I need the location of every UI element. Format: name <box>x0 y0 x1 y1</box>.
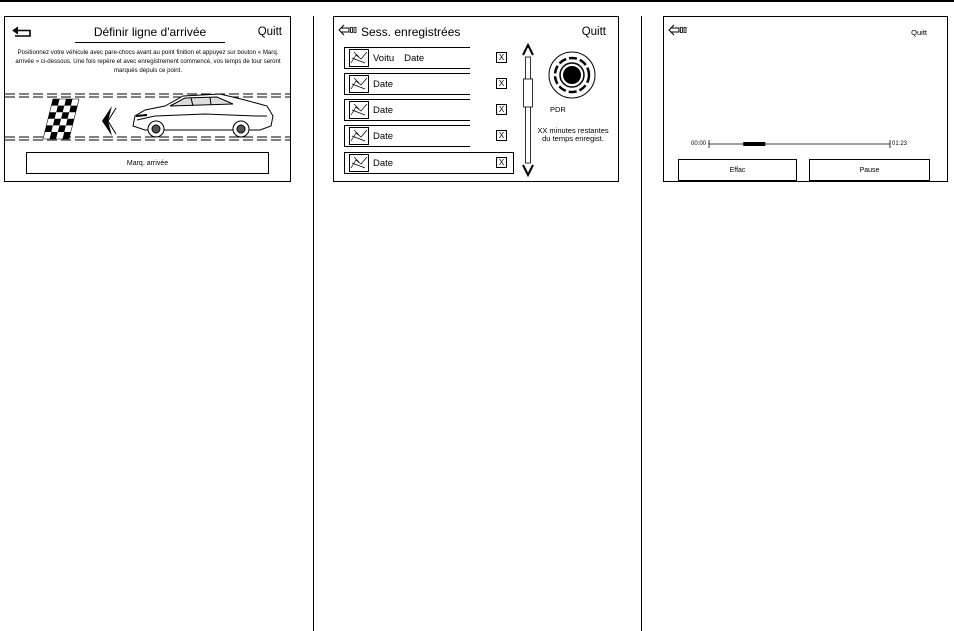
delete-session-button[interactable]: X <box>496 52 507 63</box>
chevron-left-icon <box>102 106 116 136</box>
track-thumbnail-icon <box>349 75 369 93</box>
track-thumbnail-icon <box>349 127 369 145</box>
column-divider <box>313 16 314 631</box>
quit-button[interactable]: Quitt <box>257 26 282 38</box>
playback-screen <box>663 16 948 182</box>
track-thumbnail-icon <box>349 154 369 172</box>
session-row[interactable] <box>344 47 470 69</box>
playback-timeline[interactable] <box>690 137 920 151</box>
recorded-sessions-screen <box>333 16 619 182</box>
session-date: Date <box>373 104 394 116</box>
record-dial-icon[interactable] <box>548 51 596 99</box>
session-row[interactable] <box>344 125 470 147</box>
scroll-thumb <box>524 79 533 107</box>
scroll-down-icon <box>523 165 533 175</box>
back-arrow-icon[interactable] <box>668 23 688 41</box>
time-start-label: 00:00 <box>691 141 707 147</box>
quit-button[interactable]: Quitt <box>911 28 927 37</box>
scroll-up-icon <box>523 45 533 55</box>
quit-button[interactable]: Quitt <box>581 26 606 38</box>
session-row[interactable] <box>344 99 470 121</box>
delete-session-button[interactable]: X <box>496 130 507 141</box>
track-thumbnail-icon <box>349 49 369 67</box>
session-scrollbar[interactable] <box>519 43 537 177</box>
session-row-selected[interactable] <box>344 152 514 174</box>
dial-label: PDR <box>550 105 566 114</box>
car-icon <box>133 94 273 137</box>
delete-session-button[interactable]: X <box>496 157 507 168</box>
playback-position-marker <box>743 142 765 146</box>
page-top-rule <box>0 0 954 2</box>
session-row[interactable] <box>344 73 470 95</box>
finish-line-screen <box>4 16 291 182</box>
screen-title: Définir ligne d'arrivée <box>75 25 225 43</box>
track-illustration <box>5 86 290 151</box>
column-divider <box>641 16 642 631</box>
back-arrow-icon[interactable] <box>12 25 34 43</box>
session-date: Date <box>373 157 394 169</box>
back-arrow-icon[interactable] <box>338 23 358 41</box>
track-thumbnail-icon <box>349 101 369 119</box>
session-car-label: Voitu <box>373 52 395 64</box>
screen-title: Sess. enregistrées <box>361 25 461 39</box>
delete-session-button[interactable]: X <box>496 78 507 89</box>
session-date: Date <box>404 52 425 64</box>
mark-finish-button[interactable]: Marq. arrivée <box>26 152 269 174</box>
clear-button[interactable]: Effac <box>678 159 797 181</box>
instructions-text: Positionnez votre véhicule avec pare-chocs avant au point finition et appuyez sur bouton « Marq. arrivée » ci-dessous. Une fois repère et avec enregistrement commencé, vos temps de tour seront marqués depuis ce point. <box>15 49 281 74</box>
session-date: Date <box>373 78 394 90</box>
session-date: Date <box>373 130 394 142</box>
time-end-label: 01:23 <box>892 141 908 147</box>
checkered-flag-icon <box>43 99 79 139</box>
remaining-time-text: XX minutes restantes du temps enregist. <box>537 126 609 143</box>
delete-session-button[interactable]: X <box>496 104 507 115</box>
pause-button[interactable]: Pause <box>809 159 930 181</box>
